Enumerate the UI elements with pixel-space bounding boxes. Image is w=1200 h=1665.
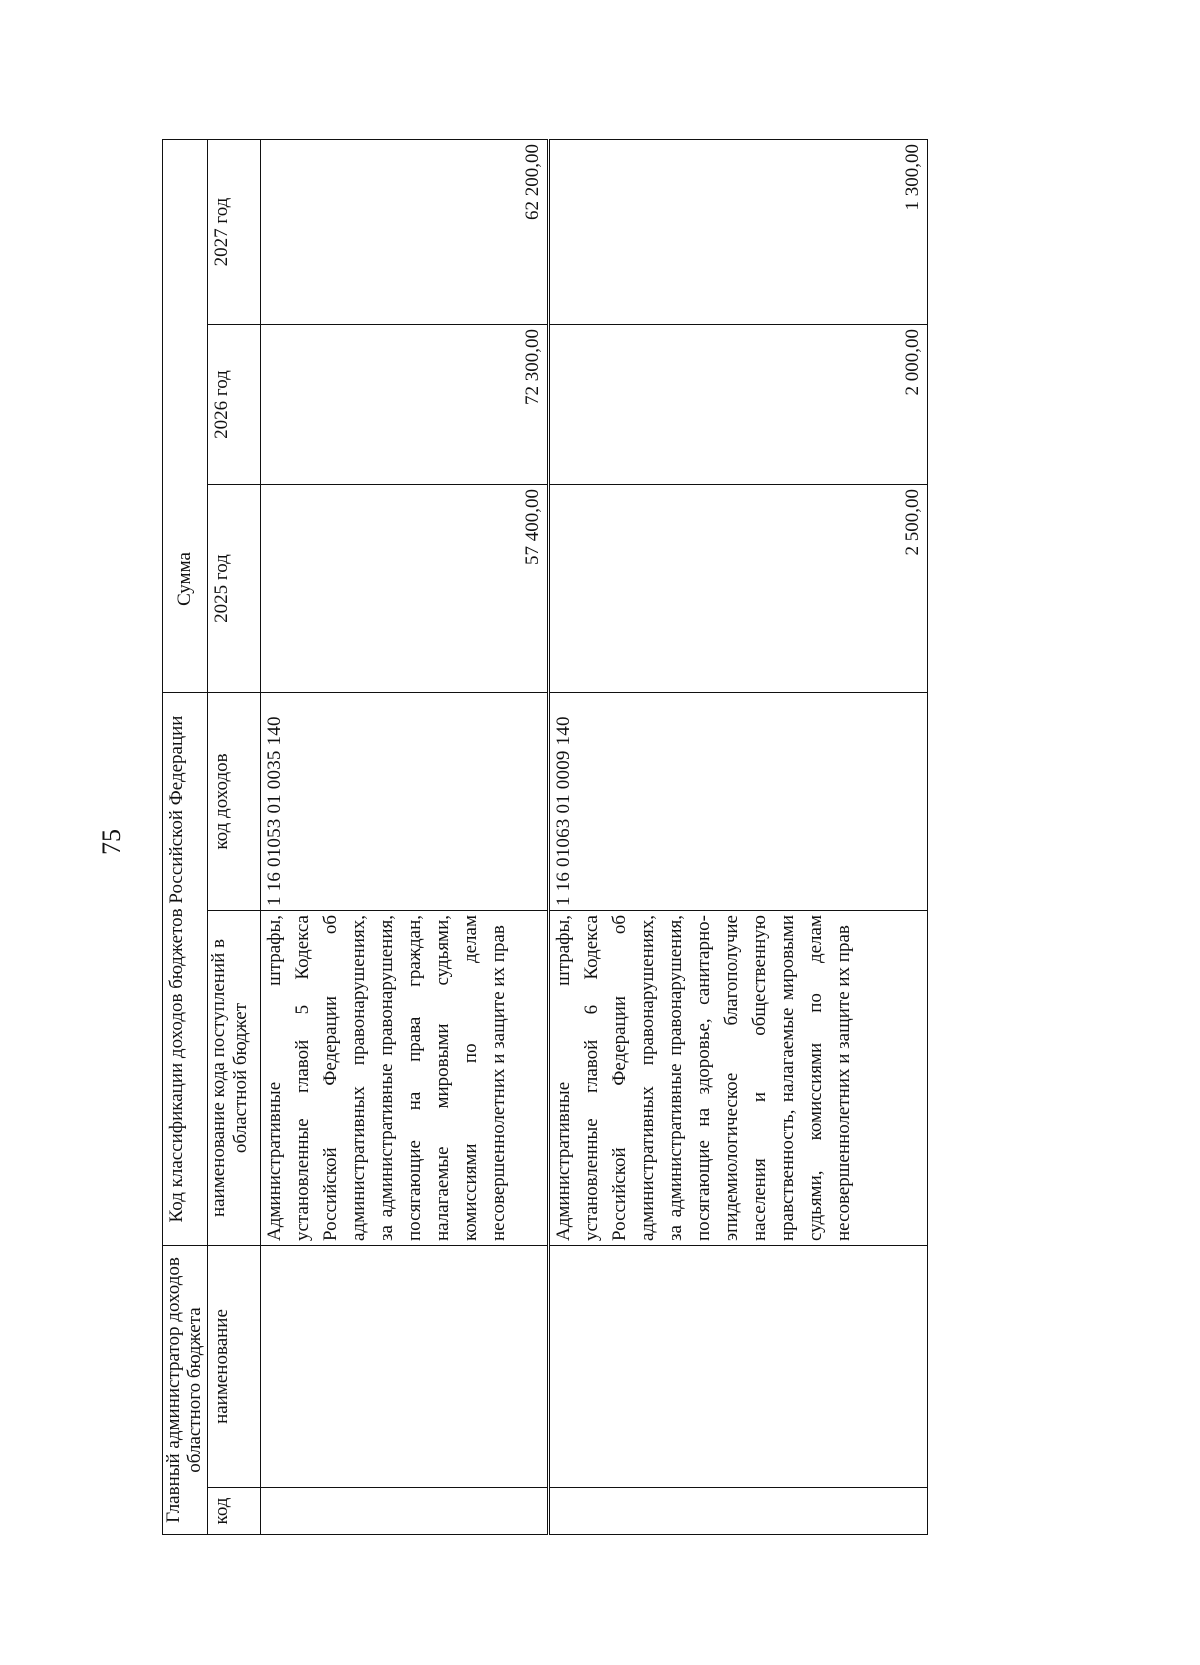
header-admin-name: наименование — [207, 1245, 260, 1487]
header-row-group — [162, 139, 207, 1534]
header-sum-group: Сумма — [162, 139, 207, 692]
row-amount-2025: 2 500,00 — [548, 484, 927, 692]
row-income-code: 1 16 01053 01 0035 140 — [260, 692, 548, 910]
row-income-name: Административные штрафы, установленные главой 6 Кодекса Российской Федерации об административных правонарушениях, за административные правонарушения, посягающие на здоровье, санитарно-эпидемиологическое благополучие населения и общественную нравственность, налагаемые мировыми судьями, комиссиями по делам несовершеннолетних и защите их прав — [548, 910, 927, 1245]
header-year-2027: 2027 год — [207, 139, 260, 324]
table-row — [260, 139, 548, 1534]
header-year-2026: 2026 год — [207, 324, 260, 484]
row-admin-name — [548, 1245, 927, 1487]
header-year-2025: 2025 год — [207, 484, 260, 692]
row-amount-2026: 72 300,00 — [260, 324, 548, 484]
row-income-name: Административные штрафы, установленные главой 5 Кодекса Российской Федерации об административных правонарушениях, за административные правонарушения, посягающие на права граждан, налагаемые мировыми судьями, комиссиями по делам несовершеннолетних и защите их прав — [260, 910, 548, 1245]
row-income-code: 1 16 01063 01 0009 140 — [548, 692, 927, 910]
row-amount-2027: 1 300,00 — [548, 139, 927, 324]
row-amount-2026: 2 000,00 — [548, 324, 927, 484]
row-amount-2027: 62 200,00 — [260, 139, 548, 324]
header-admin-group: Главный администратор доходов областного бюджета — [162, 1245, 207, 1534]
row-admin-name — [260, 1245, 548, 1487]
table-row — [548, 139, 927, 1534]
header-income-name: наименование кода поступлений в областной бюджет — [207, 910, 260, 1245]
revenue-table — [162, 138, 928, 1534]
header-income-code: код доходов — [207, 692, 260, 910]
page-number: 75 — [97, 829, 126, 855]
header-admin-code: код — [207, 1487, 260, 1534]
row-admin-code — [548, 1487, 927, 1534]
header-code-group: Код классификации доходов бюджетов Российской Федерации — [162, 692, 207, 1245]
header-row-columns — [207, 139, 260, 1534]
row-amount-2025: 57 400,00 — [260, 484, 548, 692]
revenue-table-rotated — [162, 140, 927, 1535]
row-admin-code — [260, 1487, 548, 1534]
